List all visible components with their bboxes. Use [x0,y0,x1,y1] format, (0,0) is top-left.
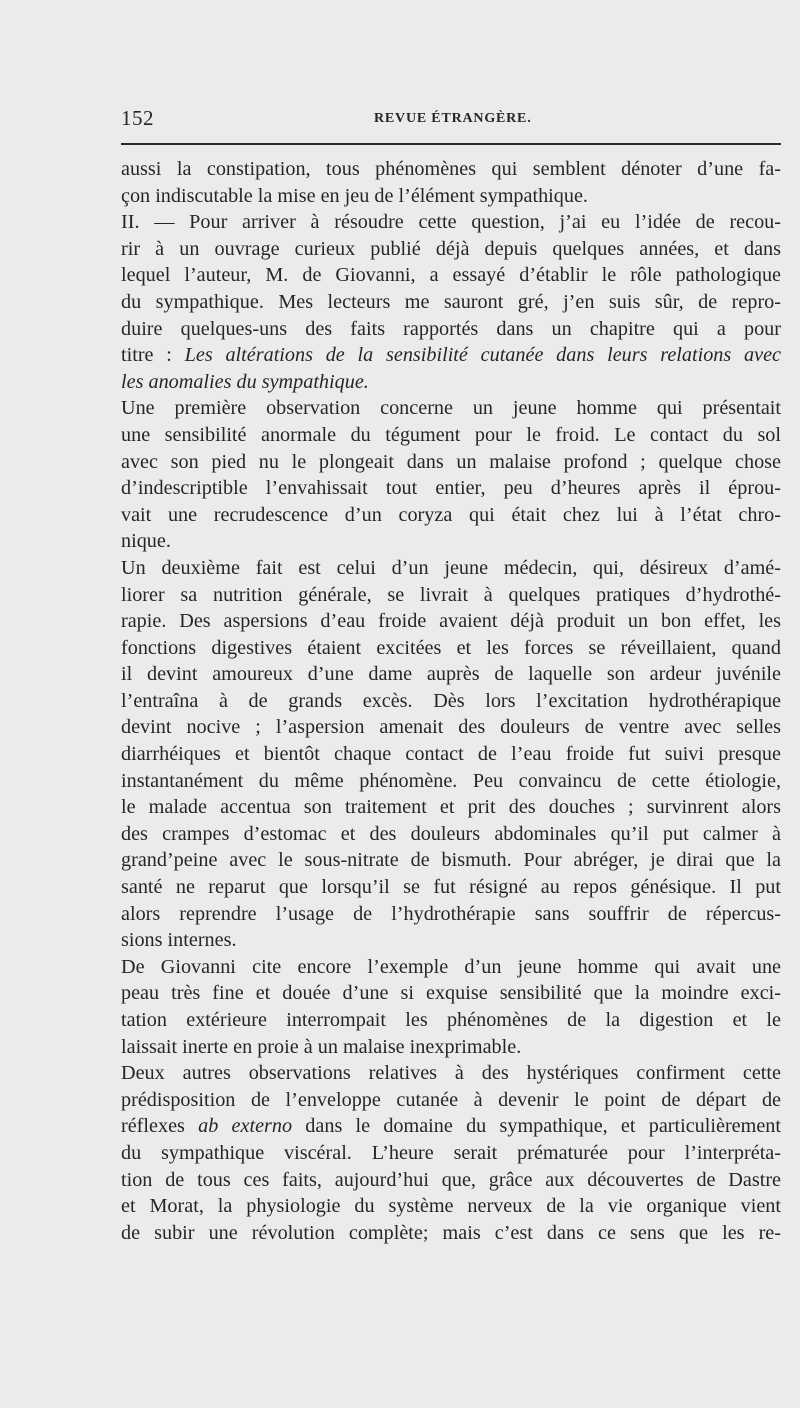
text-line: une sensibilité anormale du tégument pour le froid. Le contact du sol [121,423,781,446]
text-line: rapie. Des aspersions d’eau froide avaient déjà produit un bon effet, les [121,610,781,633]
text-line: de subir une révolution complète; mais c’est dans ce sens que les re- [121,1221,781,1244]
text-line [121,342,781,369]
italic-segment: ab externo [198,1115,293,1138]
text-line: çon indiscutable la mise en jeu de l’élément sympathique. [121,184,588,207]
text-line: du sympathique viscéral. L’heure serait prématurée pour l’interpréta- [121,1141,781,1164]
text-line: duire quelques-uns des faits rapportés dans un chapitre qui a pour [121,317,781,340]
text-line: fonctions digestives étaient excitées et les forces se réveillaient, quand [121,636,781,659]
text-line: avec son pied nu le plongeait dans un malaise profond ; quelque chose [121,450,781,473]
text-line: le malade accentua son traitement et prit des douches ; survinrent alors [121,796,781,819]
text-line: Deux autres observations relatives à des hystériques confirment cette [121,1062,781,1085]
text-line: De Giovanni cite encore l’exemple d’un jeune homme qui avait une [121,955,781,978]
text-line: lequel l’auteur, M. de Giovanni, a essayé d’établir le rôle pathologique [121,264,781,287]
text-segment: titre : [121,344,185,367]
text-line: l’entraîna à de grands excès. Dès lors l’excitation hydrothérapique [121,689,781,712]
text-line: instantanément du même phénomène. Peu convaincu de cette étiologie, [121,769,781,792]
text-line [121,1113,781,1140]
text-line: diarrhéiques et bientôt chaque contact de l’eau froide fut suivi presque [121,743,781,766]
text-line: tion de tous ces faits, aujourd’hui que, grâce aux découvertes de Dastre [121,1168,781,1191]
page-number: 152 [121,106,154,130]
text-segment: réflexes [121,1115,199,1138]
italic-segment: Les altérations de la sensibilité cutanée dans leurs relations avec [184,344,781,367]
text-line: laissait inerte en proie à un malaise inexprimable. [121,1035,522,1058]
text-line: grand’peine avec le sous-nitrate de bismuth. Pour abréger, je dirai que la [121,849,781,872]
header-rule [121,143,781,145]
text-line: santé ne reparut que lorsqu’il se fut résigné au repos génésique. Il put [121,876,781,899]
text-line: Une première observation concerne un jeune homme qui présentait [121,397,781,420]
body-text [121,156,781,1246]
text-line: du sympathique. Mes lecteurs me sauront gré, j’en suis sûr, de repro- [121,290,781,313]
text-line: alors reprendre l’usage de l’hydrothérapie sans souffrir de répercus- [121,902,781,925]
text-line: tation extérieure interrompait les phénomènes de la digestion et le [121,1009,781,1031]
text-line [121,369,781,396]
text-segment: dans le domaine du sympathique, et particulièrement [292,1115,781,1138]
text-line: prédisposition de l’enveloppe cutanée à devenir le point de départ de [121,1088,781,1111]
text-line: d’indescriptible l’envahissait tout entier, peu d’heures après il éprou- [121,477,781,500]
running-title: REVUE ÉTRANGÈRE. [374,111,532,126]
text-line: Un deuxième fait est celui d’un jeune médecin, qui, désireux d’amé- [121,556,781,579]
italic-segment: les anomalies du sympathique. [121,370,369,393]
page-header [121,104,781,130]
text-line: sions internes. [121,929,237,952]
text-line: rir à un ouvrage curieux publié déjà depuis quelques années, et dans [121,237,781,260]
text-line: II. — Pour arriver à résoudre cette question, j’ai eu l’idée de recou- [121,211,781,234]
text-line: liorer sa nutrition générale, se livrait à quelques pratiques d’hydrothé- [121,583,781,606]
text-line: et Morat, la physiologie du système nerveux de la vie organique vient [121,1195,781,1218]
text-line: aussi la constipation, tous phénomènes qui semblent dénoter d’une fa- [121,158,781,180]
text-line: peau très fine et douée d’une si exquise sensibilité que la moindre exci- [121,982,781,1005]
text-line: vait une recrudescence d’un coryza qui était chez lui à l’état chro- [121,503,781,526]
text-line: des crampes d’estomac et des douleurs abdominales qu’il put calmer à [121,822,781,845]
text-line: nique. [121,530,171,553]
text-line: il devint amoureux d’une dame auprès de laquelle son ardeur juvénile [121,663,781,686]
text-line: devint nocive ; l’aspersion amenait des douleurs de ventre avec selles [121,716,781,739]
